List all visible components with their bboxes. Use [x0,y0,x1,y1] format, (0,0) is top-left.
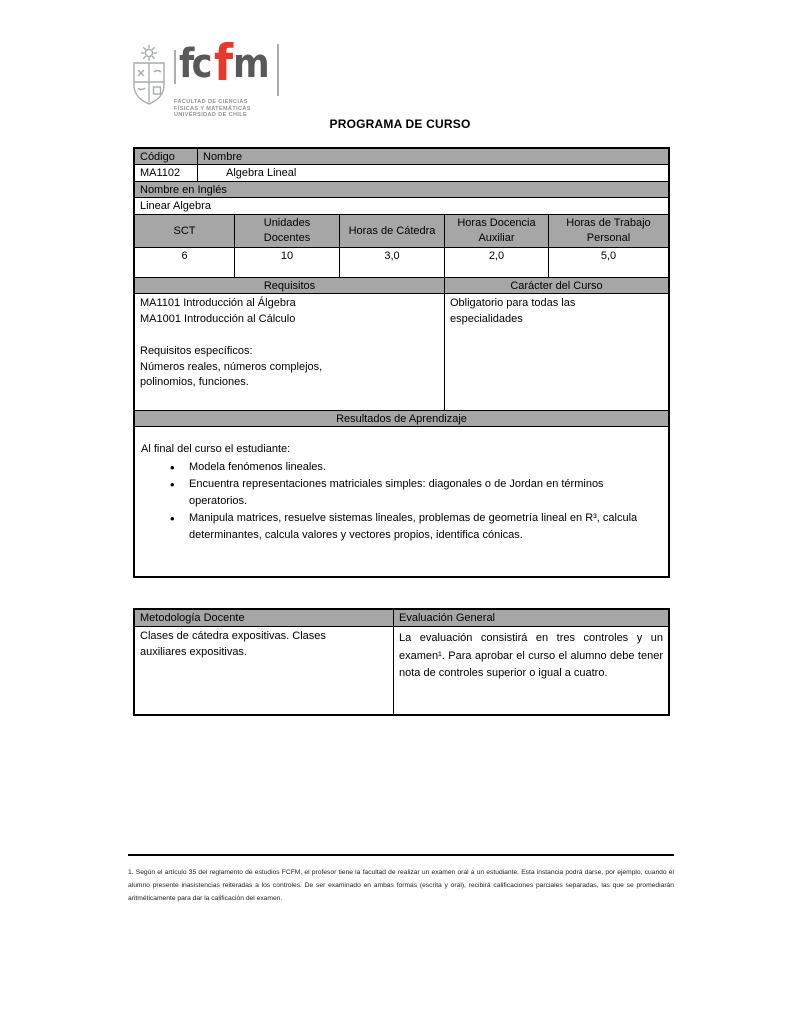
table-row-ingles-value [135,198,668,215]
wordmark-letter-m: m [232,41,267,87]
footnote-text: 1. Según el artículo 35 del reglamento de estudios FCFM, el profesor tiene la facultad de realizar un examen oral a un estudiante. Esta instancia podrá darse, por ejemplo, cuando el alumno presente inasistencias reiteradas a los controles. De ser examinado en ambas formas (escrita y oral), recibirá calificaciones parciales separadas, las que se promediarán aritméticamente para dar la calificación del examen. [128,869,674,902]
metodologia-content-cell [135,627,394,714]
wordmark-letters-fc: fc [179,41,210,87]
page-title: PROGRAMA DE CURSO [329,117,471,131]
methodology-evaluation-table [133,608,670,716]
requisitos-header-cell: Requisitos [135,278,445,294]
resultados-header-cell: Resultados de Aprendizaje [135,411,668,427]
table-row-metodologia-header [135,610,668,627]
horas-trabajo-personal-value-cell: 5,0 [549,248,668,278]
table-row-ingles-header [135,182,668,198]
resultados-intro: Al final del curso el estudiante: [141,443,291,455]
horas-trabajo-personal-header-cell: Horas de Trabajo Personal [549,215,668,248]
metodologia-header-cell: Metodología Docente [135,610,394,627]
wordmark-right-bar-icon [277,44,279,96]
evaluacion-text: La evaluación consistirá en tres controles y un examen¹. Para aprobar el curso el alumno debe tener nota de controles superior o igual a cuatro. [399,632,663,679]
logo-wordmark-block [174,34,279,119]
metodologia-line-1: Clases de cátedra expositivas. Clases [140,630,326,642]
table-row-resultados-header [135,411,668,427]
university-shield-icon [131,44,167,106]
requisito-line-1: MA1101 Introducción al Álgebra [140,297,296,309]
course-info-table [133,147,670,578]
nombre-ingles-value-cell: Linear Algebra [135,198,668,215]
evaluacion-header-cell: Evaluación General [394,610,668,627]
nombre-value-cell: Algebra Lineal [198,165,668,182]
resultados-bullet-2: • Encuentra representaciones matriciales simples: diagonales o de Jordan en términos operatorios. [168,476,662,510]
table-row-codigo-header [135,149,668,165]
unidades-docentes-value-cell: 10 [235,248,340,278]
nombre-header-cell: Nombre [198,149,668,165]
requisito-line-6: polinomios, funciones. [140,376,249,388]
codigo-header-cell: Código [135,149,198,165]
resultados-bullet-1: • Modela fenómenos lineales. [168,459,662,476]
resultados-content-cell [135,427,668,576]
codigo-value-cell: MA1102 [135,165,198,182]
caracter-line-1: Obligatorio para todas las [450,297,576,309]
metodologia-line-2: auxiliares expositivas. [140,645,247,658]
requisito-blank-line [140,327,439,344]
logo-caption-line-1: FACULTAD DE CIENCIAS [174,99,248,105]
requisito-line-2: MA1001 Introducción al Cálculo [140,312,296,325]
resultados-bullet-3: • Manipula matrices, resuelve sistemas lineales, problemas de geometría lineal en R³, calcula determinantes, calcula valores y vectores propios, identifica cónicas. [168,510,662,544]
unidades-docentes-header-cell: Unidades Docentes [235,215,340,248]
caracter-line-2: especialidades [450,312,523,325]
table-row-metodologia-content [135,627,668,714]
logo-caption [174,99,279,119]
horas-catedra-header-cell: Horas de Cátedra [340,215,445,248]
table-row-requisitos-header [135,278,668,294]
evaluacion-content-cell [394,627,668,714]
nombre-ingles-header-cell: Nombre en Inglés [135,182,668,198]
sct-header-cell: SCT [135,215,235,248]
resultados-bullet-list [168,459,662,544]
requisitos-content-cell [135,294,445,411]
horas-docencia-auxiliar-header-cell: Horas Docencia Auxiliar [445,215,549,248]
requisito-line-5: Números reales, números complejos, [140,360,323,373]
wordmark-left-bar-icon [174,50,176,84]
logo-caption-line-2: FÍSICAS Y MATEMÁTICAS [174,105,251,112]
horas-catedra-value-cell: 3,0 [340,248,445,278]
caracter-content-cell [445,294,668,411]
table-row-codigo-value [135,165,668,182]
sct-value-cell: 6 [135,248,235,278]
table-row-credits-header [135,215,668,248]
table-row-requisitos-content [135,294,668,411]
logo-caption-line-3: UNIVERSIDAD DE CHILE [174,112,248,118]
horas-docencia-auxiliar-value-cell: 2,0 [445,248,549,278]
caracter-header-cell: Carácter del Curso [445,278,668,294]
wordmark-letter-f-red: f [214,34,231,92]
fcfm-logo [131,34,279,119]
footnote-divider [128,854,674,856]
table-row-credits-values [135,248,668,278]
requisito-line-4: Requisitos específicos: [140,345,253,357]
fcfm-wordmark [174,34,279,94]
